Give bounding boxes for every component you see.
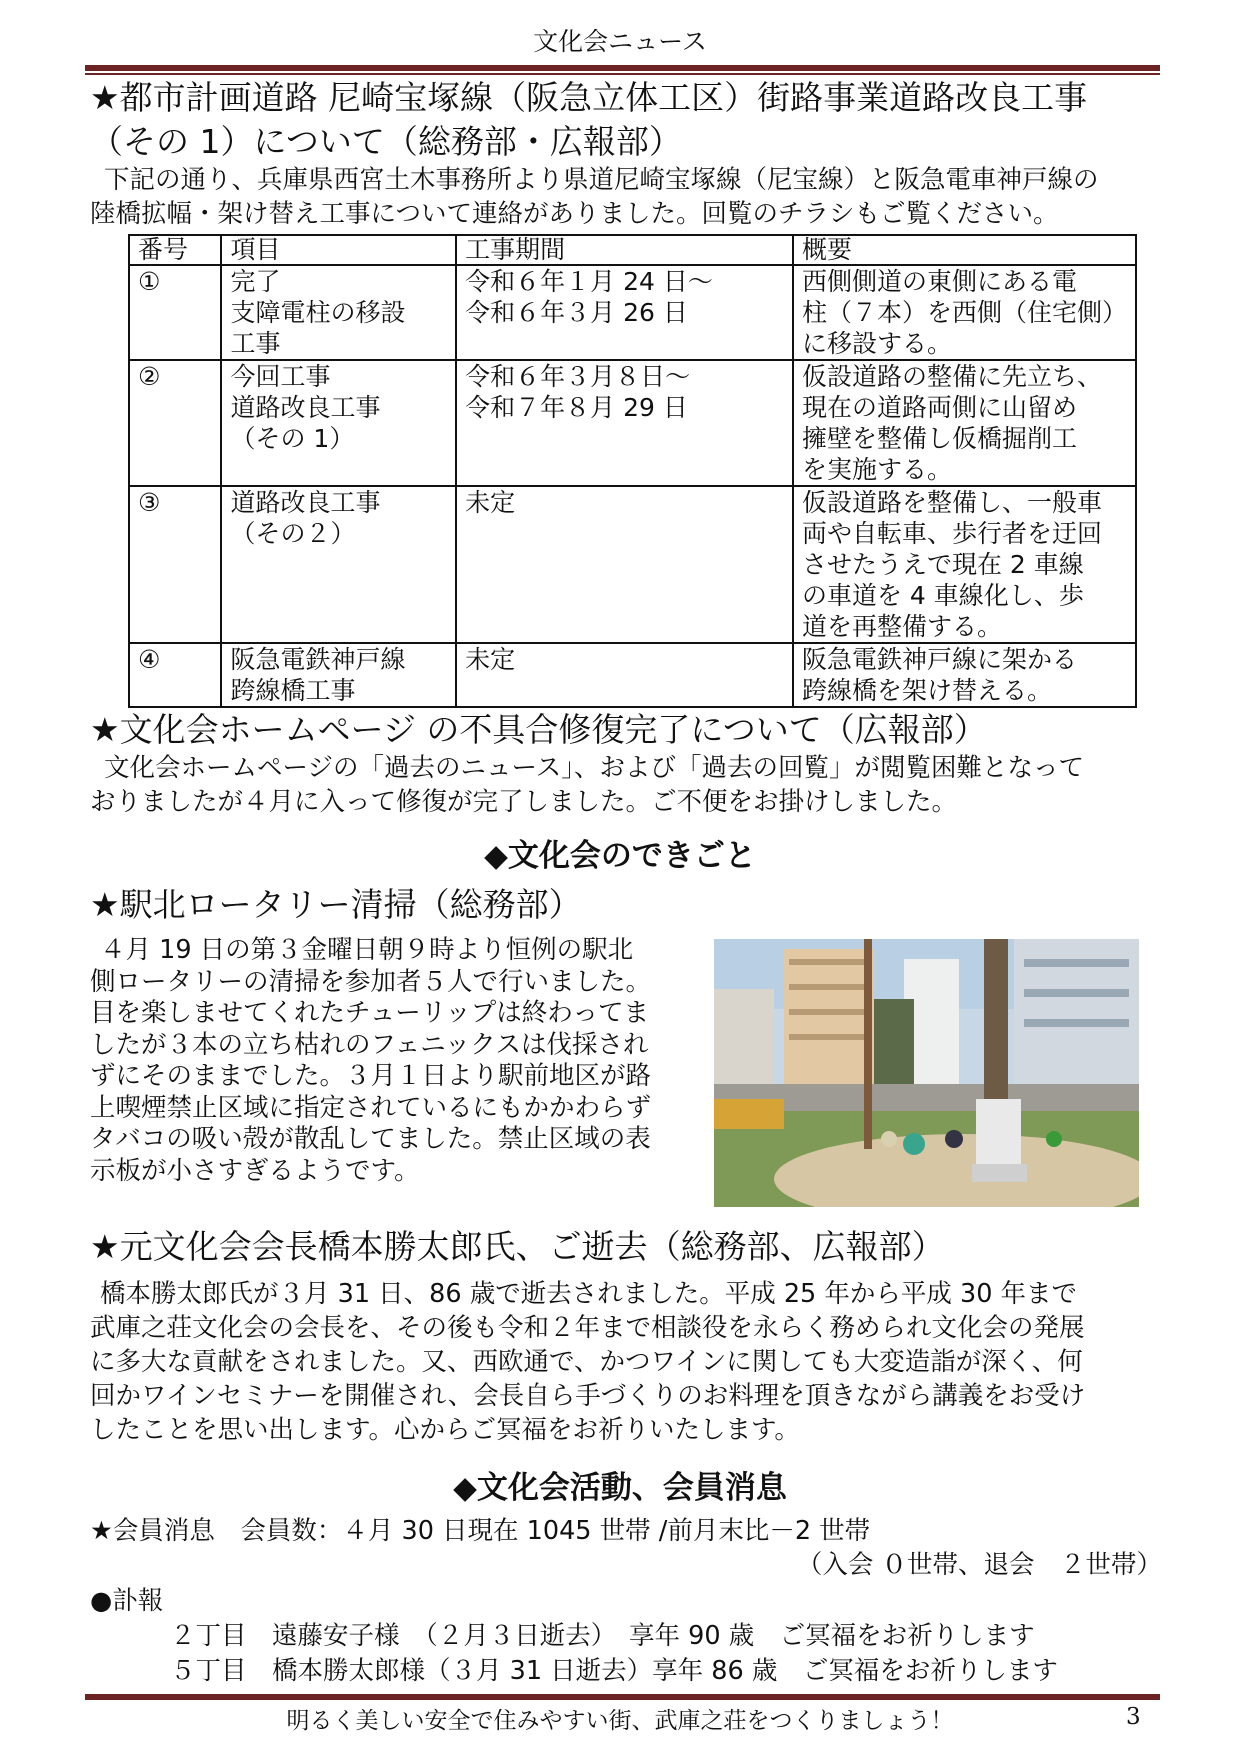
obituary-label: ●訃報 bbox=[90, 1586, 164, 1616]
section1-body-line2: 陸橋拡幅・架け替え工事について連絡がありました。回覧のチラシもご覧ください。 bbox=[90, 199, 1059, 229]
section2-title: ★文化会ホームページ の不具合修復完了について（広報部） bbox=[90, 710, 987, 749]
row-item-line: 今回工事 bbox=[230, 362, 331, 391]
row-item-line: 阪急電鉄神戸線 bbox=[230, 645, 406, 674]
newsletter-header: 文化会ニュース bbox=[533, 27, 707, 56]
row-number bbox=[129, 643, 221, 707]
row-period bbox=[456, 486, 793, 643]
table-row bbox=[129, 360, 1136, 486]
section3-line: ずにそのままでした。３月１日より駅前地区が路 bbox=[90, 1061, 652, 1091]
section1-body-line1: 下記の通り、兵庫県西宮土木事務所より県道尼崎宝塚線（尼宝線）と阪急電車神戸線の bbox=[104, 165, 1099, 195]
row-summary-line: 柱（７本）を西側（住宅側） bbox=[801, 298, 1127, 327]
table-header-row bbox=[129, 235, 1136, 265]
row-period-line: 未定 bbox=[465, 645, 516, 674]
row-period-line: 令和６年１月 24 日～ bbox=[465, 267, 713, 296]
row-period bbox=[456, 643, 793, 707]
row-number-line: ③ bbox=[138, 488, 161, 517]
section2-body-line1: 文化会ホームページの「過去のニュース」、および「過去の回覧」が閲覧困難となって bbox=[104, 753, 1084, 783]
section4-line: 橋本勝太郎氏が３月 31 日、86 歳で逝去されました。平成 25 年から平成 30 年まで bbox=[100, 1279, 1078, 1309]
section2-body-line2: おりましたが４月に入って修復が完了しました。ご不便をお掛けしました。 bbox=[90, 787, 958, 817]
row-summary-line: 阪急電鉄神戸線に架かる bbox=[801, 645, 1077, 674]
row-item bbox=[221, 265, 456, 360]
row-summary bbox=[793, 486, 1136, 643]
section4-line: したことを思い出します。心からご冥福をお祈りいたします。 bbox=[90, 1415, 800, 1445]
section3-line: したが３本の立ち枯れのフェニックスは伐採され bbox=[90, 1029, 649, 1060]
section3-line: ４月 19 日の第３金曜日朝９時より恒例の駅北 bbox=[100, 935, 634, 965]
row-item-line: 道路改良工事 bbox=[230, 393, 381, 422]
row-summary bbox=[793, 265, 1136, 360]
obituary-line-2: ５丁目 橋本勝太郎様（３月 31 日逝去）享年 86 歳 ご冥福をお祈りします bbox=[170, 1656, 1058, 1686]
section4-line: 武庫之荘文化会の会長を、その後も令和２年まで相談役を永らく務められ文化会の発展 bbox=[90, 1313, 1085, 1343]
row-item-line: 跨線橋工事 bbox=[230, 676, 356, 705]
row-period-line: 令和６年３月８日～ bbox=[465, 362, 691, 391]
row-summary-line: 跨線橋を架け替える。 bbox=[801, 676, 1052, 705]
footer-rule bbox=[85, 1694, 1160, 1700]
row-number-line: ② bbox=[138, 362, 161, 391]
section3-title: ★駅北ロータリー清掃（総務部） bbox=[90, 885, 582, 924]
row-summary-line: 仮設道路の整備に先立ち、 bbox=[801, 362, 1102, 391]
header-rule bbox=[85, 65, 1160, 71]
row-period-line: 令和６年３月 26 日 bbox=[465, 298, 688, 327]
row-summary bbox=[793, 360, 1136, 486]
obituary-line-1: ２丁目 遠藤安子様 （２月３日逝去） 享年 90 歳 ご冥福をお祈りします bbox=[170, 1621, 1035, 1651]
row-summary-line: に移設する。 bbox=[801, 329, 952, 358]
row-item bbox=[221, 486, 456, 643]
member-change-line: （入会 ０世帯、退会 ２世帯） bbox=[796, 1550, 1162, 1580]
row-period bbox=[456, 360, 793, 486]
row-number bbox=[129, 265, 221, 360]
row-summary-line: 現在の道路両側に山留め bbox=[801, 393, 1077, 422]
page-number: 3 bbox=[1126, 1704, 1141, 1730]
row-summary-line: 道を再整備する。 bbox=[801, 612, 1002, 641]
row-summary-line: の車道を 4 車線化し、歩 bbox=[801, 581, 1084, 610]
row-summary-line: 両や自転車、歩行者を迂回 bbox=[801, 519, 1102, 548]
activities-heading: ◆文化会活動、会員消息 bbox=[453, 1470, 787, 1506]
row-item-line: （その２） bbox=[230, 519, 356, 548]
row-item bbox=[221, 643, 456, 707]
construction-table bbox=[128, 234, 1137, 708]
table-row bbox=[129, 643, 1136, 707]
section4-title: ★元文化会会長橋本勝太郎氏、ご逝去（総務部、広報部） bbox=[90, 1227, 945, 1266]
row-number bbox=[129, 486, 221, 643]
row-summary-line: 擁壁を整備し仮橋掘削工 bbox=[801, 424, 1077, 453]
row-number-line: ④ bbox=[138, 645, 161, 674]
table-row bbox=[129, 265, 1136, 360]
row-summary-line: させたうえで現在 2 車線 bbox=[801, 550, 1084, 579]
row-period-line: 未定 bbox=[465, 488, 516, 517]
section3-line: タバコの吸い殻が散乱してました。禁止区域の表 bbox=[90, 1124, 651, 1154]
section1-title-line1: ★都市計画道路 尼崎宝塚線（阪急立体工区）街路事業道路改良工事 bbox=[90, 78, 1088, 117]
footer-slogan: 明るく美しい安全で住みやすい街、武庫之荘をつくりましょう！ bbox=[286, 1708, 954, 1734]
section3-line: 目を楽しませてくれたチューリップは終わってま bbox=[90, 998, 649, 1028]
row-summary bbox=[793, 643, 1136, 707]
header-rule-thin bbox=[85, 73, 1160, 75]
row-item-line: 工事 bbox=[230, 329, 281, 358]
section3-line: 上喫煙禁止区域に指定されているにもかかわらず bbox=[90, 1092, 652, 1123]
member-count-line: ★会員消息 会員数：４月 30 日現在 1045 世帯 /前月末比－2 世帯 bbox=[90, 1516, 871, 1546]
row-item-line: 完了 bbox=[230, 267, 281, 296]
row-item-line: （その 1） bbox=[230, 424, 355, 453]
section3-line: 側ロータリーの清掃を参加者５人で行いました。 bbox=[90, 966, 652, 997]
section1-title-line2: （その 1）について（総務部・広報部） bbox=[90, 122, 682, 161]
row-number-line: ① bbox=[138, 267, 161, 296]
col-header-period: 工事期間 bbox=[456, 235, 793, 265]
section3-line: 示板が小さすぎるようです。 bbox=[90, 1155, 420, 1186]
row-item-line: 支障電柱の移設 bbox=[230, 298, 406, 327]
section4-line: 回かワインセミナーを開催され、会長自ら手づくりのお料理を頂きながら講義をお受け bbox=[90, 1381, 1086, 1411]
row-item bbox=[221, 360, 456, 486]
row-summary-line: 仮設道路を整備し、一般車 bbox=[801, 488, 1102, 517]
table-row bbox=[129, 486, 1136, 643]
col-header-item: 項目 bbox=[221, 235, 456, 265]
section4-line: に多大な貢献をされました。又、西欧通で、かつワインに関しても大変造詣が深く、何 bbox=[90, 1347, 1083, 1377]
events-heading: ◆文化会のできごと bbox=[484, 838, 756, 874]
col-header-summary: 概要 bbox=[793, 235, 1136, 265]
row-period-line: 令和７年８月 29 日 bbox=[465, 393, 688, 422]
row-summary-line: を実施する。 bbox=[801, 455, 952, 484]
row-item-line: 道路改良工事 bbox=[230, 488, 381, 517]
row-number bbox=[129, 360, 221, 486]
col-header-number: 番号 bbox=[129, 235, 221, 265]
rotary-cleaning-photo bbox=[714, 939, 1139, 1207]
row-summary-line: 西側側道の東側にある電 bbox=[801, 267, 1077, 296]
row-period bbox=[456, 265, 793, 360]
